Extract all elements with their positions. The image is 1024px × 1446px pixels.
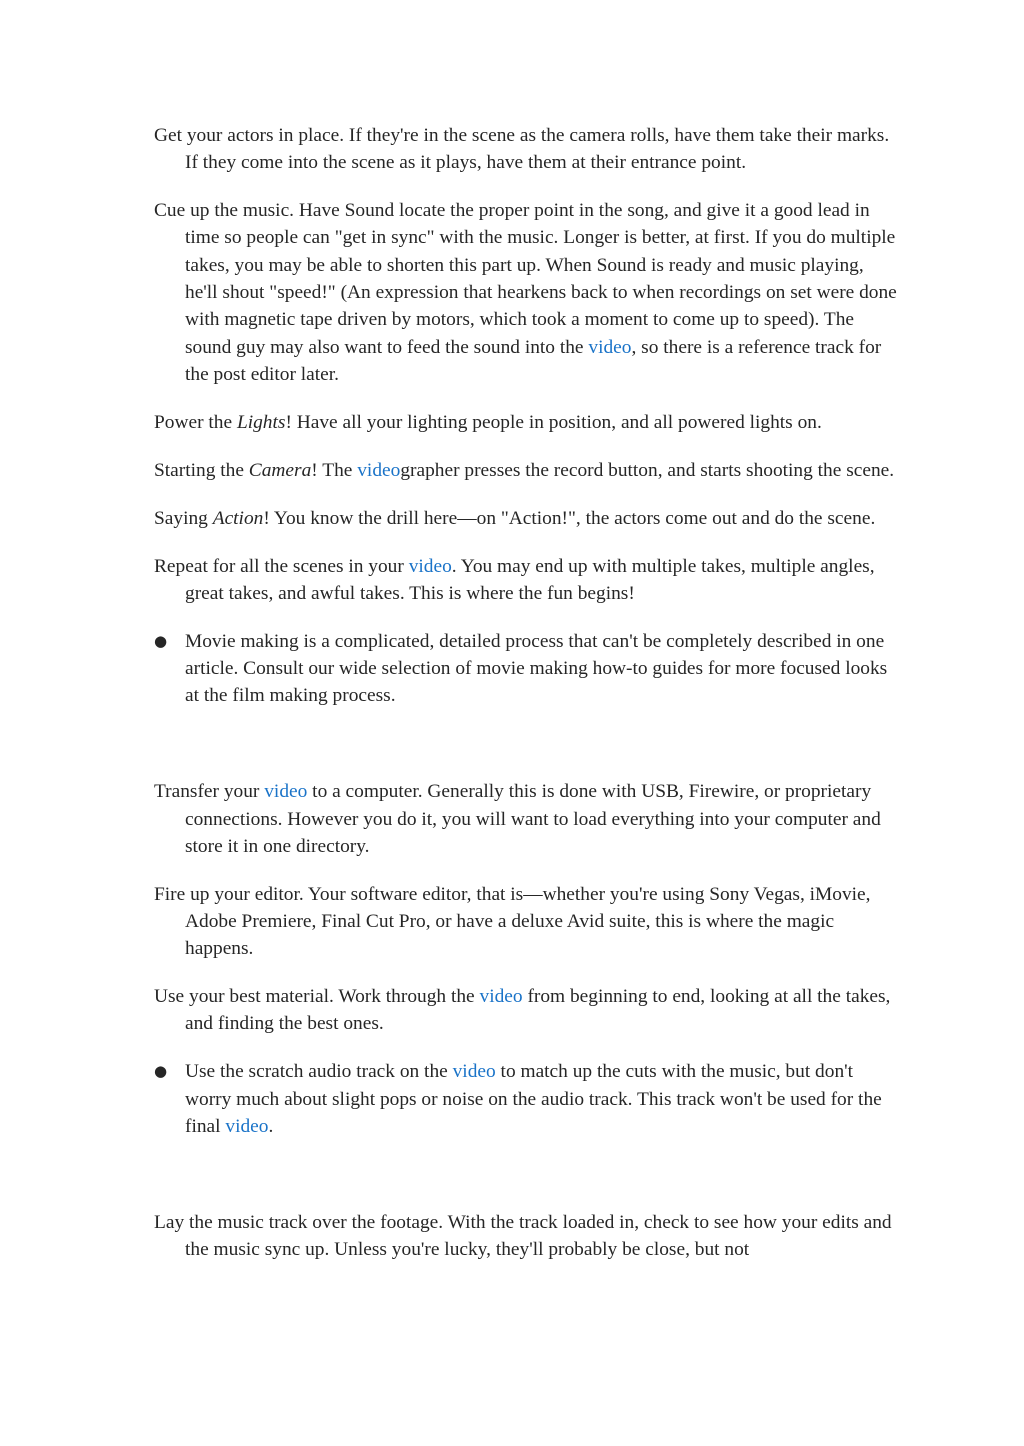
paragraph-cue-music: Cue up the music. Have Sound locate the proper point in the song, and give it a good lead in time so people can "get in sync" with the music. Longer is better, at first. If you do multiple takes, you may be able to shorten this part up. When Sound is ready and music playing, he'll shout "speed!" (An expression that hearkens back to when recordings on set were done with magnetic tape driven by motors, which took a moment to come up to speed). The sound guy may also want to feed the sound into the video, so there is a reference track for the post editor later. [154, 200, 897, 385]
paragraph-lay-music-track: Lay the music track over the footage. With the track loaded in, check to see how your edits and the music sync up. Unless you're lucky, they'll probably be close, but not [154, 1211, 892, 1261]
video-link[interactable]: video [479, 986, 523, 1008]
bullet-dot-icon: ● [154, 631, 168, 650]
paragraph-power-lights: Power the Lights! Have all your lighting people in position, and all powered lights on. [154, 411, 822, 433]
video-link[interactable]: video [225, 1115, 269, 1137]
section-spacer [154, 730, 900, 778]
paragraph-saying-action: Saying Action! You know the drill here—on "Action!", the actors come out and do the scene. [154, 507, 876, 529]
video-link[interactable]: video [408, 555, 452, 577]
video-link[interactable]: video [588, 336, 632, 358]
paragraph-actors-in-place: Get your actors in place. If they're in the scene as the camera rolls, have them take their marks. If they come into the scene as it plays, have them at their entrance point. [154, 125, 890, 174]
paragraph-fire-up-editor: Fire up your editor. Your software editor, that is—whether you're using Sony Vegas, iMovie, Adobe Premiere, Final Cut Pro, or have a deluxe Avid suite, this is where the magic happens. [154, 883, 871, 960]
video-link[interactable]: video [357, 459, 401, 481]
section-spacer [154, 1161, 900, 1209]
bullet-dot-icon: ● [154, 1062, 168, 1081]
bullet-movie-making-tip: ● Movie making is a complicated, detailed process that can't be completely described in one article. Consult our wide selection of movie making how-to guides for more focused looks at the film making process. [154, 628, 900, 710]
paragraph-transfer-video: Transfer your video to a computer. Generally this is done with USB, Firewire, or proprietary connections. However you do it, you will want to load everything into your computer and store it in one directory. [154, 781, 881, 857]
emphasis-lights: Lights [236, 411, 286, 433]
emphasis-action: Action [212, 507, 264, 529]
paragraph-starting-camera: Starting the Camera! The videographer presses the record button, and starts shooting the scene. [154, 459, 895, 481]
paragraph-best-material: Use your best material. Work through the video from beginning to end, looking at all the takes, and finding the best ones. [154, 986, 891, 1035]
emphasis-camera: Camera [248, 459, 312, 481]
video-link[interactable]: video [264, 781, 308, 803]
paragraph-repeat-scenes: Repeat for all the scenes in your video. You may end up with multiple takes, multiple angles, great takes, and awful takes. This is where the fun begins! [154, 555, 875, 604]
bullet-scratch-audio-tip: ● Use the scratch audio track on the video to match up the cuts with the music, but don't worry much about slight pops or noise on the audio track. This track won't be used for the final video. [154, 1058, 900, 1140]
document-page [154, 122, 900, 1284]
video-link[interactable]: video [452, 1061, 496, 1083]
